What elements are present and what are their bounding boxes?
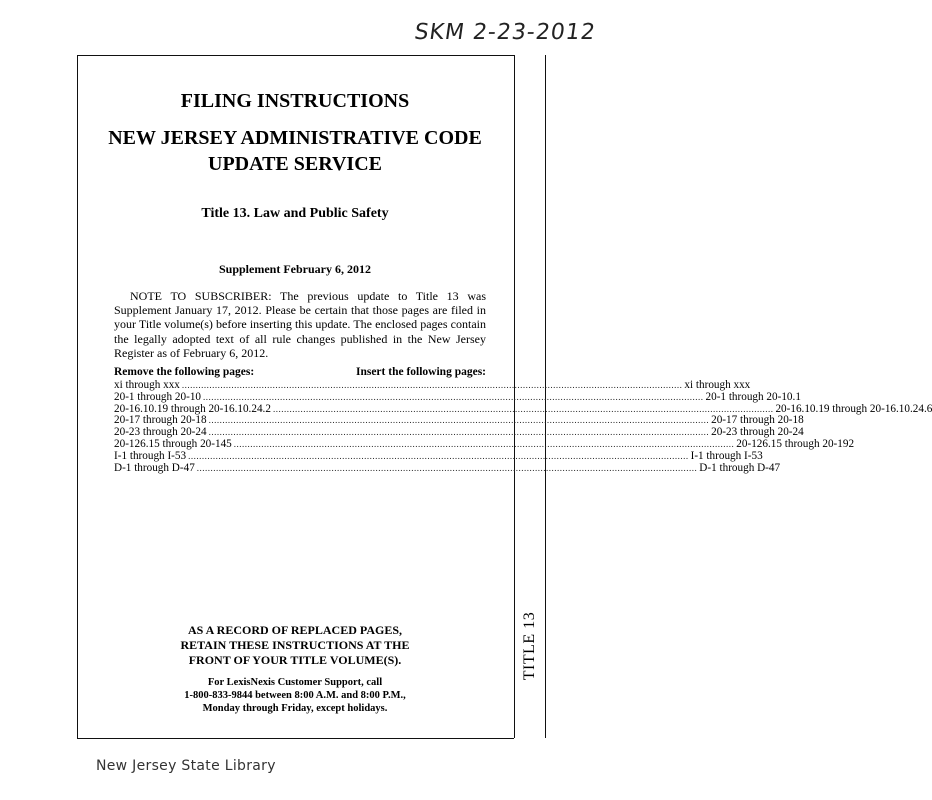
page-title: FILING INSTRUCTIONS [180, 90, 410, 112]
heading-line-1: NEW JERSEY ADMINISTRATIVE CODE [108, 127, 482, 149]
dot-leader: ...................................................................................................................................................................................... [208, 415, 710, 426]
dot-leader: ...................................................................................................................................................................................... [181, 380, 683, 390]
record-notice [77, 623, 513, 668]
support-line-3: Monday through Friday, except holidays. [202, 703, 388, 714]
dot-leader: ...................................................................................................................................................................................... [203, 391, 704, 402]
library-stamp: New Jersey State Library [96, 758, 276, 774]
page-list-row [114, 390, 801, 404]
insert-pages: D-1 through D-47 [699, 461, 781, 474]
remove-pages: 20-1 through 20-10 [114, 390, 202, 403]
subscriber-note: NOTE TO SUBSCRIBER: The previous update to Title 13 was Supplement January 17, 2012. Please be certain that those pages are filed in your Title volume(s) before inserting this update. The enclosed pages contain the legally adopted text of all rule changes published in the New Jersey Register as of February 6, 2012. [114, 289, 486, 360]
record-line-1: AS A RECORD OF REPLACED PAGES, [187, 623, 403, 637]
remove-pages: I-1 through I-53 [114, 449, 187, 462]
insert-pages: 20-23 through 20-24 [711, 426, 804, 439]
insert-pages: 20-16.10.19 through 20-16.10.24.6 [775, 402, 932, 415]
page-list [114, 379, 932, 474]
support-line-1: For LexisNexis Customer Support, call [207, 677, 383, 688]
record-line-2: RETAIN THESE INSTRUCTIONS AT THE [180, 638, 410, 652]
customer-support [77, 676, 513, 715]
dot-leader: ...................................................................................................................................................................................... [188, 450, 689, 461]
page-list-header [114, 366, 486, 378]
tab-label [520, 606, 540, 686]
title-subtitle: Title 13. Law and Public Safety [201, 206, 389, 221]
insert-pages: 20-17 through 20-18 [711, 414, 804, 427]
tab-label-text: TITLE 13 [521, 611, 539, 681]
remove-pages: xi through xxx [114, 379, 180, 391]
handwritten-note: SKM 2-23-2012 [412, 20, 598, 45]
page-list-row [114, 449, 763, 463]
document-heading [77, 125, 513, 177]
insert-column-header: Insert the following pages: [355, 366, 486, 378]
remove-column-header: Remove the following pages: [114, 366, 255, 378]
remove-pages: 20-23 through 20-24 [114, 426, 207, 439]
remove-pages: 20-16.10.19 through 20-16.10.24.2 [114, 402, 271, 415]
dot-leader: ...................................................................................................................................................................................... [233, 438, 735, 449]
insert-pages: 20-126.15 through 20-192 [736, 437, 855, 450]
support-line-2: 1-800-833-9844 between 8:00 A.M. and 8:00 P.M., [184, 690, 406, 701]
supplement-date: Supplement February 6, 2012 [218, 262, 371, 276]
dot-leader: ...................................................................................................................................................................................... [208, 427, 710, 438]
record-line-3: FRONT OF YOUR TITLE VOLUME(S). [188, 653, 402, 667]
insert-pages: I-1 through I-53 [690, 449, 763, 462]
remove-pages: D-1 through D-47 [114, 461, 195, 474]
insert-pages: xi through xxx [684, 379, 751, 391]
remove-pages: 20-126.15 through 20-145 [114, 437, 232, 450]
remove-pages: 20-17 through 20-18 [114, 414, 207, 427]
dot-leader: ...................................................................................................................................................................................... [196, 462, 698, 473]
insert-pages: 20-1 through 20-10.1 [705, 390, 801, 403]
page-list-row [114, 461, 781, 475]
dot-leader: ...................................................................................................................................................................................... [272, 403, 774, 414]
heading-line-2: UPDATE SERVICE [208, 153, 382, 175]
page-list-row [114, 437, 855, 451]
